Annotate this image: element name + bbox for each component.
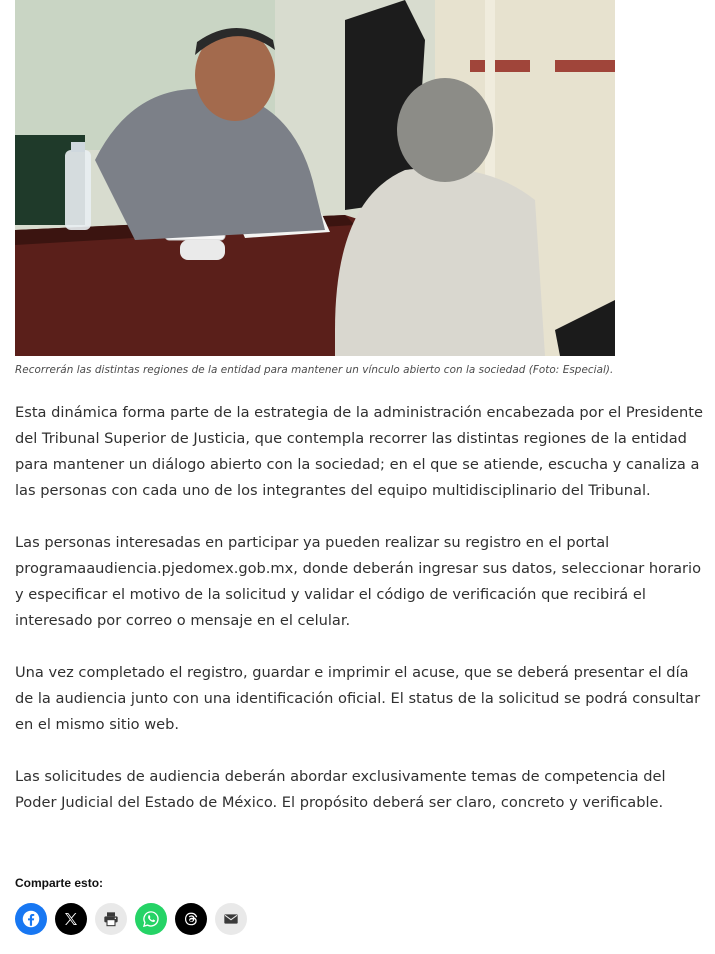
envelope-icon xyxy=(223,911,239,927)
share-x-button[interactable] xyxy=(55,903,87,935)
article-paragraph: Una vez completado el registro, guardar e imprimir el acuse, que se deberá presentar el día de la audiencia junto con una identificación oficial. El status de la solicitud se podrá consultar en el mismo sitio web. xyxy=(15,664,701,733)
share-print-button[interactable] xyxy=(95,903,127,935)
threads-icon xyxy=(182,910,200,928)
x-icon xyxy=(63,911,79,927)
article-body xyxy=(15,400,711,842)
share-buttons xyxy=(15,903,247,935)
article-photo xyxy=(15,0,615,356)
article-paragraph: Las personas interesadas en participar ya pueden realizar su registro en el portal programaaudiencia.pjedomex.gob.mx, donde deberán ingresar sus datos, seleccionar horario y especificar el motivo de la solicitud y validar el código de verificación que recibirá el interesado por correo o mensaje en el celular. xyxy=(15,534,702,629)
share-facebook-button[interactable] xyxy=(15,903,47,935)
share-whatsapp-button[interactable] xyxy=(135,903,167,935)
facebook-icon xyxy=(22,910,40,928)
article-paragraph: Esta dinámica forma parte de la estrategia de la administración encabezada por el Presidente del Tribunal Superior de Justicia, que contempla recorrer las distintas regiones de la entidad para mantener un diálogo abierto con la sociedad; en el que se atiende, escucha y canaliza a las personas con cada uno de los integrantes del equipo multidisciplinario del Tribunal. xyxy=(15,404,703,499)
printer-icon xyxy=(103,911,119,927)
share-threads-button[interactable] xyxy=(175,903,207,935)
share-email-button[interactable] xyxy=(215,903,247,935)
whatsapp-icon xyxy=(142,910,160,928)
article-paragraph: Las solicitudes de audiencia deberán abordar exclusivamente temas de competencia del Poder Judicial del Estado de México. El propósito deberá ser claro, concreto y verificable. xyxy=(15,768,666,811)
photo-illustration xyxy=(15,0,615,356)
share-heading: Comparte esto: xyxy=(15,876,104,890)
photo-caption: Recorrerán las distintas regiones de la entidad para mantener un vínculo abierto con la sociedad (Foto: Especial). xyxy=(15,364,614,376)
